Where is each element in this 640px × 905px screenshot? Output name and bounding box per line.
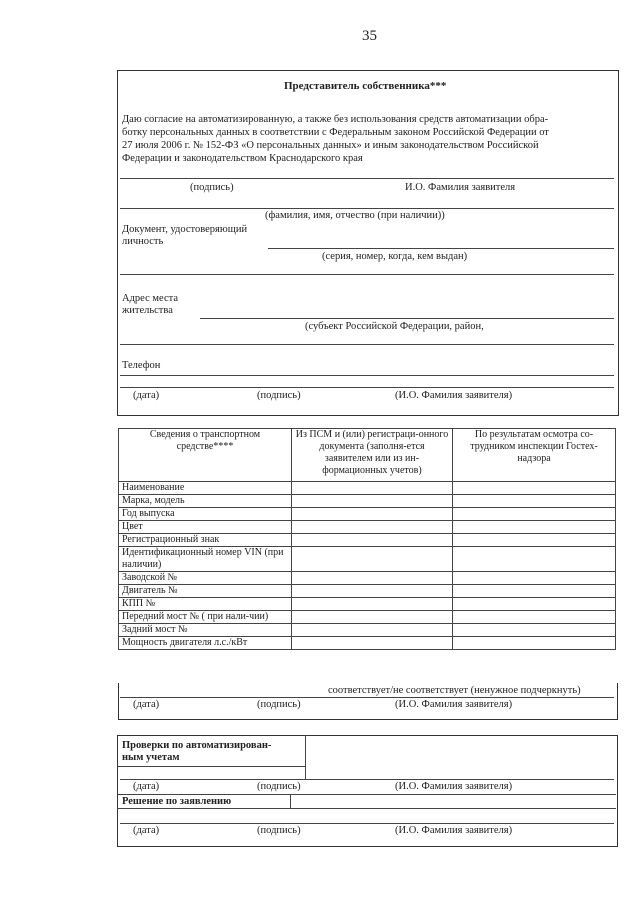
header-inspection: По результатам осмотра со-трудником инспекции Гостех-надзора [453,429,616,482]
table-header-row [119,429,616,482]
vehicle-sign-line [120,697,614,698]
decision-sign-label: (подпись) [257,825,301,836]
inspection-cell[interactable] [453,534,616,547]
header-psm-data: Из ПСМ и (или) регистраци-онного документа (заполня-ется заявителем или из ин-формационных учетов) [292,429,453,482]
fio-line [120,208,614,209]
table-row [119,611,616,624]
inspection-cell[interactable] [453,482,616,495]
vehicle-name-label: (И.О. Фамилия заявителя) [395,699,513,710]
address-line-2 [120,344,614,345]
row-label: Год выпуска [119,508,292,521]
id-doc-label-2: личность [122,236,164,247]
id-doc-hint: (серия, номер, когда, кем выдан) [322,251,468,262]
header-vehicle-info: Сведения о транспортном средстве**** [119,429,292,482]
psm-cell[interactable] [292,482,453,495]
checks-sign-line [120,779,614,780]
address-hint: (субъект Российской Федерации, район, [305,321,484,332]
checks-line [118,766,305,767]
table-row [119,534,616,547]
row-label: Цвет [119,521,292,534]
inspection-cell[interactable] [453,611,616,624]
consent-line-2: ботку персональных данных в соответствии с Федеральным законом Российской Федерации от [122,127,549,138]
applicant-name-label: И.О. Фамилия заявителя [405,182,516,193]
inspection-cell[interactable] [453,521,616,534]
checks-title-2: ным учетам [122,752,180,763]
psm-cell[interactable] [292,624,453,637]
inspection-cell[interactable] [453,508,616,521]
phone-label: Телефон [122,360,161,371]
inspection-cell[interactable] [453,572,616,585]
row-label: Марка, модель [119,495,292,508]
inspection-cell[interactable] [453,585,616,598]
row-label: Идентификационный номер VIN (при наличии) [119,547,292,572]
table-row [119,585,616,598]
representative-title: Представитель собственника*** [284,80,447,92]
vehicle-sign-label: (подпись) [257,699,301,710]
address-label-1: Адрес места [122,293,178,304]
address-line [200,318,614,319]
decision-divider [290,794,291,808]
row-label: Двигатель № [119,585,292,598]
table-row [119,624,616,637]
rep-name-label: (И.О. Фамилия заявителя) [395,390,513,401]
psm-cell[interactable] [292,572,453,585]
row-label: Задний мост № [119,624,292,637]
psm-cell[interactable] [292,521,453,534]
page-number: 35 [362,28,377,44]
row-label: Наименование [119,482,292,495]
psm-cell[interactable] [292,508,453,521]
checks-divider [305,735,306,779]
table-row [119,572,616,585]
inspection-cell[interactable] [453,495,616,508]
psm-cell[interactable] [292,547,453,572]
decision-line [118,808,616,809]
address-label-2: жительства [122,305,173,316]
conformity-label: соответствует/не соответствует (ненужное подчеркнуть) [328,685,581,696]
inspection-cell[interactable] [453,624,616,637]
row-label: Передний мост № ( при нали-чии) [119,611,292,624]
phone-line [120,375,614,376]
checks-sign-label: (подпись) [257,781,301,792]
decision-label: Решение по заявлению [122,796,232,807]
signature-label: (подпись) [190,182,234,193]
psm-cell[interactable] [292,637,453,650]
rep-date-label: (дата) [133,390,160,401]
checks-date-label: (дата) [133,781,160,792]
psm-cell[interactable] [292,611,453,624]
decision-top-line [118,794,616,795]
rep-sign-label: (подпись) [257,390,301,401]
table-row [119,637,616,650]
psm-cell[interactable] [292,534,453,547]
psm-cell[interactable] [292,495,453,508]
consent-line-4: Федерации и законодательством Краснодарского края [122,153,363,164]
signature-line [120,178,614,179]
psm-cell[interactable] [292,585,453,598]
table-row [119,547,616,572]
table-row [119,598,616,611]
inspection-cell[interactable] [453,598,616,611]
id-doc-line [268,248,614,249]
row-label: Мощность двигателя л.с./кВт [119,637,292,650]
checks-name-label: (И.О. Фамилия заявителя) [395,781,513,792]
inspection-cell[interactable] [453,637,616,650]
row-label: Заводской № [119,572,292,585]
vehicle-table [118,428,616,650]
decision-date-label: (дата) [133,825,160,836]
table-row [119,495,616,508]
decision-name-label: (И.О. Фамилия заявителя) [395,825,513,836]
id-doc-label-1: Документ, удостоверяющий [122,224,248,235]
checks-title-1: Проверки по автоматизирован- [122,740,272,751]
rep-sign-line [120,387,614,388]
table-row [119,508,616,521]
inspection-cell[interactable] [453,547,616,572]
row-label: Регистрационный знак [119,534,292,547]
consent-line-3: 27 июля 2006 г. № 152-ФЗ «О персональных данных» и иным законодательством Российской [122,140,539,151]
row-label: КПП № [119,598,292,611]
consent-line-1: Даю согласие на автоматизированную, а также без использования средств автоматизации обра- [122,114,549,125]
vehicle-date-label: (дата) [133,699,160,710]
table-row [119,521,616,534]
psm-cell[interactable] [292,598,453,611]
decision-sign-line [120,823,614,824]
table-row [119,482,616,495]
fio-label: (фамилия, имя, отчество (при наличии)) [265,210,445,221]
id-doc-line-2 [120,274,614,275]
